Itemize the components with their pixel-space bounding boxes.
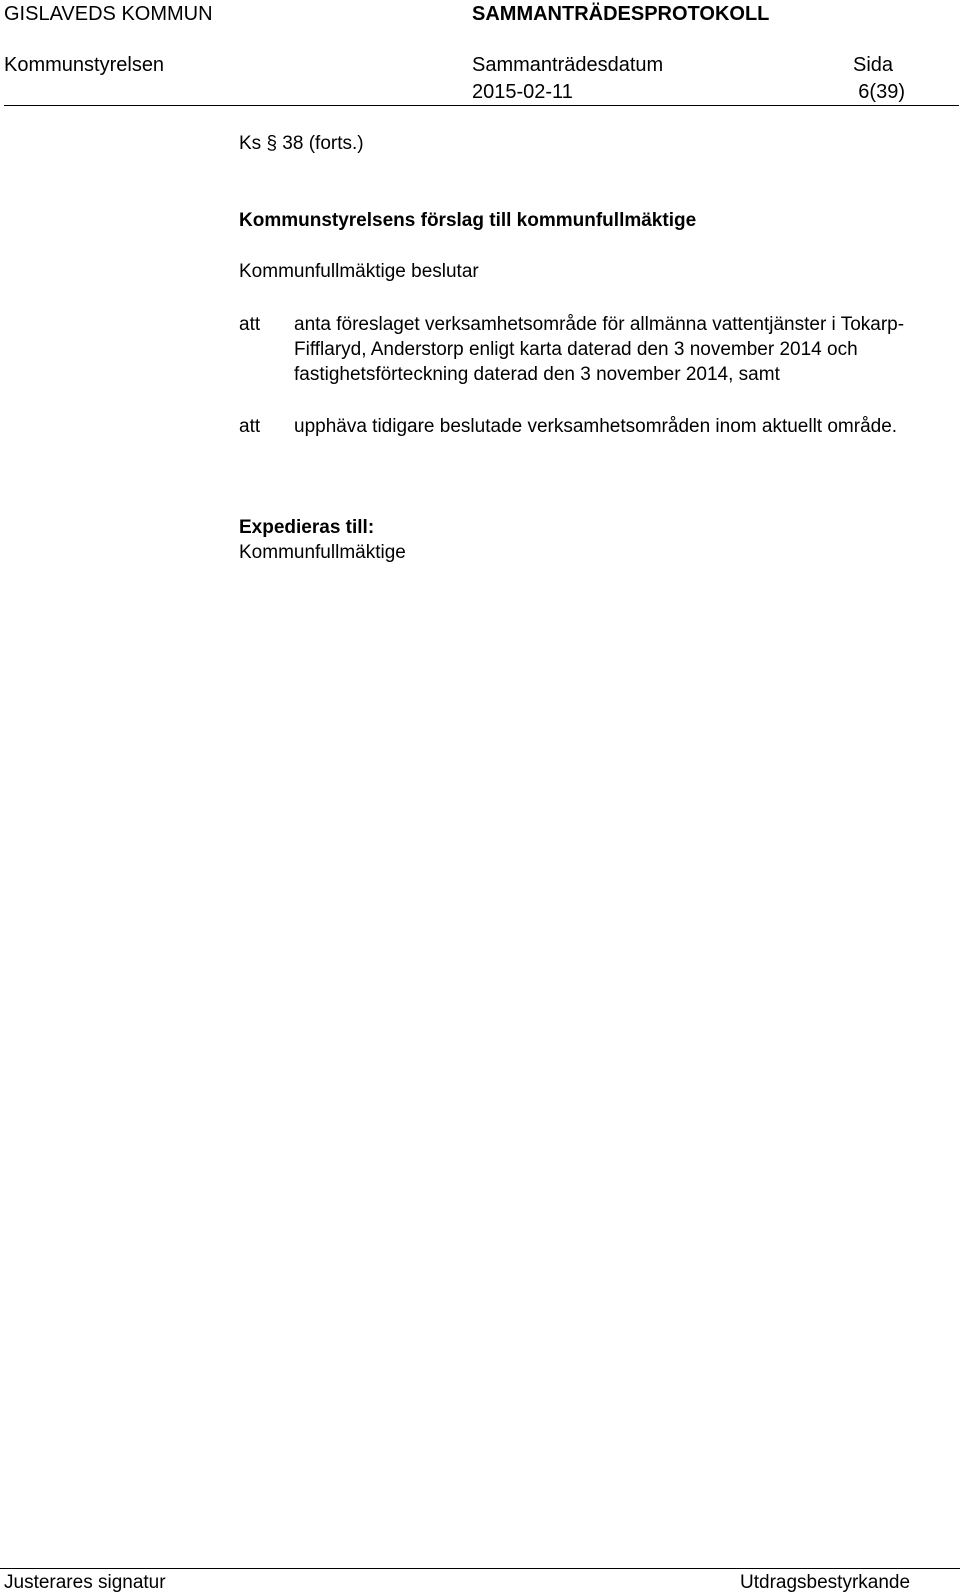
distribution-heading: Expedieras till: — [239, 517, 375, 538]
clause-text: anta föreslaget verksamhetsområde för allmänna vattentjänster i Tokarp-Fifflaryd, Anderstorp enligt karta daterad den 3 november 2014 och fastighetsförteckning daterad den 3 november 2014, samt — [294, 314, 905, 385]
distribution-recipient: Kommunfullmäktige — [239, 542, 406, 563]
document-type: SAMMANTRÄDESPROTOKOLL — [472, 3, 770, 25]
proposal-heading: Kommunstyrelsens förslag till kommunfullmäktige — [239, 210, 697, 231]
clause-marker: att — [239, 314, 261, 335]
certification-label: Utdragsbestyrkande — [740, 1572, 911, 1593]
meeting-date-label: Sammanträdesdatum — [472, 54, 664, 76]
meeting-date: 2015-02-11 — [472, 81, 573, 103]
page-number: 6(39) — [858, 81, 905, 103]
header-divider — [4, 105, 959, 106]
signature-label: Justerares signatur — [4, 1572, 166, 1593]
clause-marker: att — [239, 416, 261, 437]
page-label: Sida — [853, 54, 894, 76]
clause-text: upphäva tidigare beslutade verksamhetsområden inom aktuellt område. — [294, 416, 898, 437]
decision-intro: Kommunfullmäktige beslutar — [239, 261, 479, 282]
organization-name: GISLAVEDS KOMMUN — [4, 3, 213, 25]
footer-divider — [0, 1568, 960, 1569]
committee-name: Kommunstyrelsen — [4, 54, 165, 76]
section-reference: Ks § 38 (forts.) — [239, 133, 364, 154]
